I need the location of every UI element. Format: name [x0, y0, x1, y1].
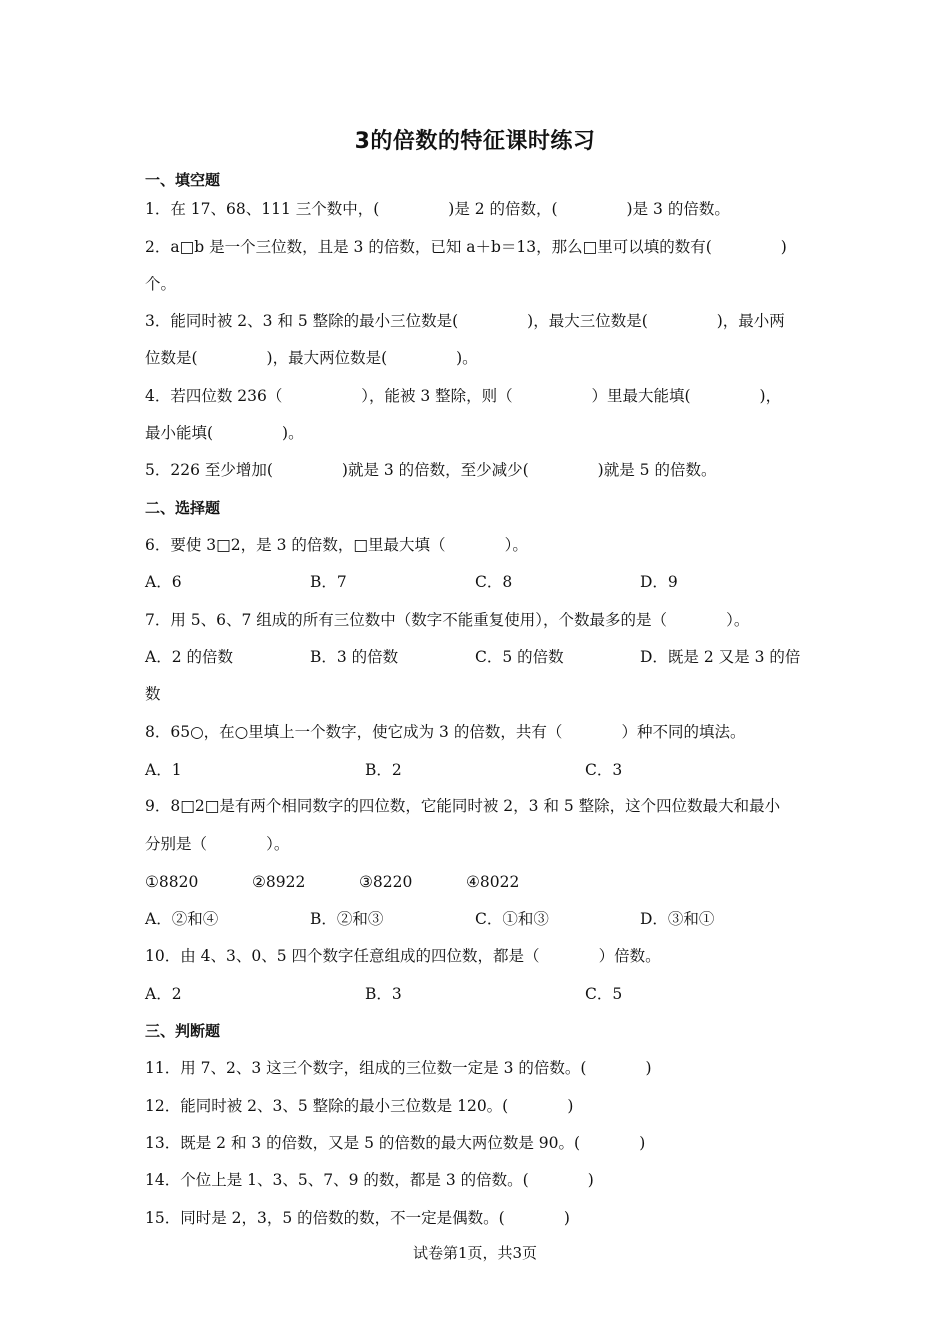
q9-item-1: ①8820: [145, 873, 199, 891]
question-2-line-2: 个。: [145, 275, 177, 293]
section-heading-true-false: 三、判断题: [145, 1022, 221, 1040]
question-4-line-1: 4．若四位数 236（ ），能被 3 整除，则（ ）里最大能填( )，: [145, 387, 782, 405]
question-5: 5．226 至少增加( )就是 3 的倍数，至少减少( )就是 5 的倍数。: [145, 461, 717, 479]
q7-option-c: C．5 的倍数: [475, 648, 564, 666]
q7-option-a: A．2 的倍数: [145, 648, 233, 666]
q7-option-b: B．3 的倍数: [310, 648, 399, 666]
question-10: 10．由 4、3、0、5 四个数字任意组成的四位数，都是（ ）倍数。: [145, 947, 661, 965]
q10-option-b: B．3: [365, 985, 402, 1003]
section-heading-fill-blank: 一、填空题: [145, 171, 221, 189]
q9-option-a: A．②和④: [145, 910, 219, 928]
q6-option-c: C．8: [475, 573, 513, 591]
section-heading-multiple-choice: 二、选择题: [145, 499, 221, 517]
page-title: 3的倍数的特征课时练习: [354, 129, 596, 154]
q9-item-3: ③8220: [359, 873, 413, 891]
q9-item-4: ④8022: [466, 873, 520, 891]
question-6: 6．要使 3□2，是 3 的倍数，□里最大填（ ）。: [145, 536, 528, 554]
q10-option-a: A．2: [145, 985, 182, 1003]
q8-option-a: A．1: [145, 761, 182, 779]
page-footer: 试卷第1页，共3页: [412, 1244, 538, 1262]
question-11: 11．用 7、2、3 这三个数字，组成的三位数一定是 3 的倍数。( ): [145, 1059, 652, 1077]
question-4-line-2: 最小能填( )。: [145, 424, 304, 442]
question-15: 15．同时是 2，3，5 的倍数的数，不一定是偶数。( ): [145, 1209, 570, 1227]
question-13: 13．既是 2 和 3 的倍数，又是 5 的倍数的最大两位数是 90。( ): [145, 1134, 646, 1152]
question-9-line-1: 9．8□2□是有两个相同数字的四位数，它能同时被 2，3 和 5 整除，这个四位数最大和最小: [145, 797, 781, 815]
question-9-line-2: 分别是（ ）。: [145, 835, 290, 853]
question-3-line-2: 位数是( )，最大两位数是( )。: [145, 349, 478, 367]
q9-option-c: C．①和③: [475, 910, 549, 928]
question-7: 7．用 5、6、7 组成的所有三位数中（数字不能重复使用），个数最多的是（ ）。: [145, 611, 750, 629]
q10-option-c: C．5: [585, 985, 623, 1003]
q7-option-d: D．既是 2 又是 3 的倍: [640, 648, 801, 666]
question-12: 12．能同时被 2、3、5 整除的最小三位数是 120。( ): [145, 1097, 574, 1115]
question-3-line-1: 3．能同时被 2、3 和 5 整除的最小三位数是( )，最大三位数是( )，最小两: [145, 312, 785, 330]
q9-option-d: D．③和①: [640, 910, 715, 928]
question-2-line-1: 2．a□b 是一个三位数，且是 3 的倍数，已知 a＋b＝13，那么□里可以填的数有( ): [145, 238, 787, 256]
question-7-continuation: 数: [145, 685, 161, 703]
q8-option-c: C．3: [585, 761, 623, 779]
q6-option-d: D．9: [640, 573, 678, 591]
question-1: 1．在 17、68、111 三个数中，( )是 2 的倍数，( )是 3 的倍数。: [145, 200, 730, 218]
q9-item-2: ②8922: [252, 873, 306, 891]
q6-option-b: B．7: [310, 573, 347, 591]
q6-option-a: A．6: [145, 573, 182, 591]
q9-option-b: B．②和③: [310, 910, 384, 928]
q8-option-b: B．2: [365, 761, 402, 779]
question-8: 8．65○，在○里填上一个数字，使它成为 3 的倍数，共有（ ）种不同的填法。: [145, 723, 746, 741]
question-14: 14．个位上是 1、3、5、7、9 的数，都是 3 的倍数。( ): [145, 1171, 594, 1189]
